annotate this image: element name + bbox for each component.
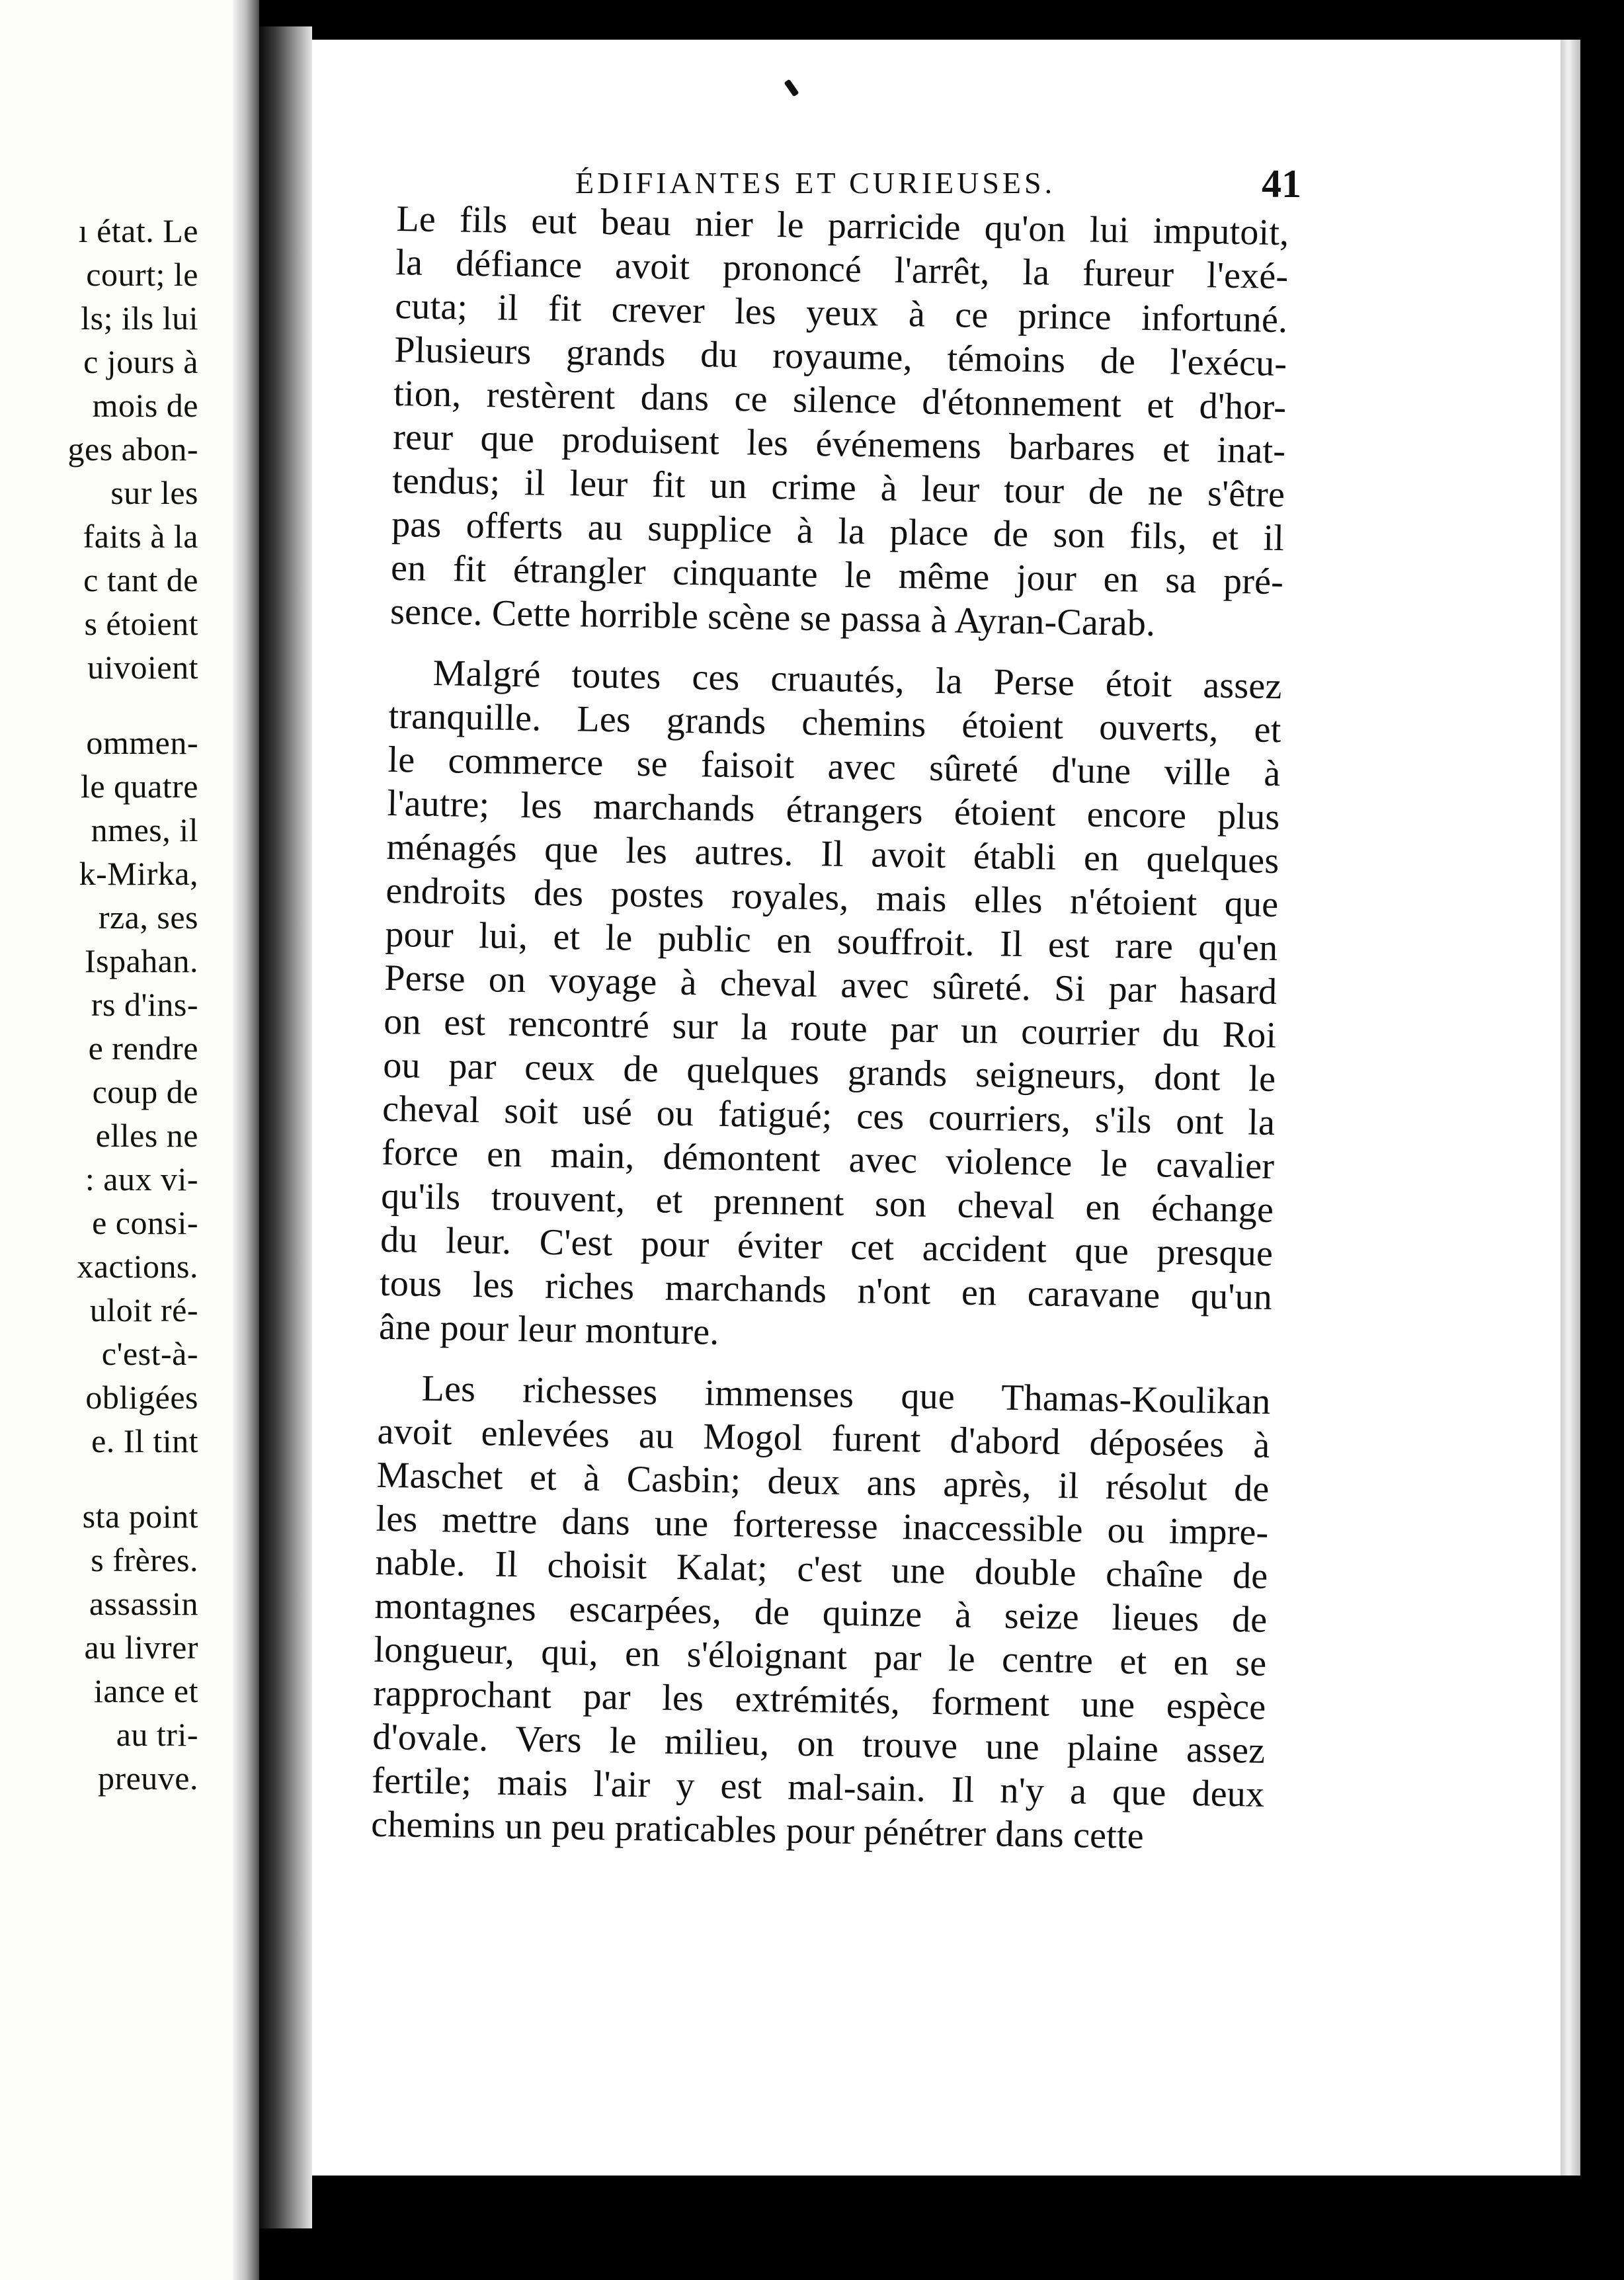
- left-page-line: k-Mirka,: [79, 855, 198, 892]
- text-line: tous les riches marchands n'ont en caravane qu'un: [379, 1262, 1273, 1318]
- text-line: endroits des postes royales, mais elles n'étoient que: [386, 870, 1279, 926]
- text-line: tion, restèrent dans ce silence d'étonnement et d'hor-: [393, 372, 1287, 428]
- text-line: longueur, qui, en s'éloignant par le centre et en se: [374, 1629, 1267, 1684]
- text-line: la défiance avoit prononcé l'arrêt, la fureur l'exé-: [395, 241, 1289, 298]
- text-line: rapprochant par les extrémités, forment une espèce: [372, 1672, 1266, 1728]
- text-line: les mettre dans une forteresse inaccessible ou impre-: [376, 1498, 1269, 1553]
- left-page-line: s étoient: [84, 605, 198, 642]
- body-text: [371, 197, 1289, 1860]
- text-line: d'ovale. Vers le milieu, on trouve une plaine assez: [372, 1716, 1266, 1771]
- left-page-line: preuve.: [97, 1760, 198, 1797]
- left-page-line: c tant de: [83, 561, 198, 598]
- text-line: âne pour leur monture.: [378, 1306, 720, 1353]
- text-line: reur que produisent les événemens barbares et inat-: [392, 416, 1286, 472]
- left-page-line: e rendre: [88, 1030, 198, 1067]
- left-page-gutter-shadow: [233, 0, 259, 2280]
- left-page-line: le quatre: [80, 768, 198, 805]
- left-page-line: nmes, il: [91, 811, 198, 848]
- paragraph: [390, 197, 1289, 647]
- left-page-line: iance et: [93, 1672, 198, 1709]
- paragraph: [379, 651, 1282, 1363]
- text-line: Le fils eut beau nier le parricide qu'on lui imputoit,: [395, 198, 1289, 254]
- text-line: Les richesses immenses que Thamas-Koulikan: [421, 1367, 1272, 1422]
- left-page-line: e. Il tint: [91, 1422, 198, 1459]
- left-page-line: sta point: [82, 1498, 198, 1535]
- paragraph: [371, 1366, 1271, 1860]
- text-line: ou par ceux de quelques grands seigneurs, dont le: [382, 1044, 1276, 1100]
- book-spine-shadow: [259, 26, 312, 2228]
- left-page-line: Ispahan.: [85, 942, 198, 979]
- text-line: le commerce se faisoit avec sûreté d'une ville à: [387, 739, 1281, 795]
- text-line: Perse on voyage à cheval avec sûreté. Si par hasard: [384, 957, 1278, 1013]
- left-page-line: s frères.: [91, 1541, 198, 1578]
- left-page-line: elles ne: [95, 1117, 198, 1154]
- left-page-line: : aux vi-: [85, 1160, 198, 1198]
- text-line: tendus; il leur fit un crime à leur tour de ne s'être: [391, 460, 1285, 516]
- left-page-line: [0, 689, 198, 721]
- text-line: pas offerts au supplice à la place de son fils, et il: [391, 503, 1285, 559]
- text-line: cheval soit usé ou fatigué; ces courriers, s'ils ont la: [382, 1088, 1276, 1144]
- text-line: l'autre; les marchands étrangers étoient encore plus: [387, 782, 1280, 838]
- text-line: ménagés que les autres. Il avoit établi en quelques: [386, 826, 1279, 882]
- text-line: nable. Il choisit Kalat; c'est une double chaîne de: [375, 1541, 1268, 1597]
- left-page-line: assassin: [89, 1585, 198, 1622]
- left-page-line: ı état. Le: [78, 212, 198, 249]
- text-line: montagnes escarpées, de quinze à seize lieues de: [374, 1585, 1268, 1641]
- left-page-line: rs d'ins-: [91, 986, 198, 1023]
- left-page-line: obligées: [85, 1379, 198, 1416]
- left-page-line: c'est-à-: [101, 1335, 198, 1372]
- left-page-line: uivoient: [87, 649, 198, 686]
- left-page-line: au tri-: [116, 1716, 198, 1753]
- left-page-line: mois de: [92, 387, 198, 424]
- left-page-line: au livrer: [84, 1629, 198, 1666]
- text-line: Plusieurs grands du royaume, témoins de l'exécu-: [393, 329, 1287, 385]
- text-line: sence. Cette horrible scène se passa à Ayran-Carab.: [389, 590, 1156, 645]
- text-line: Maschet et à Casbin; deux ans après, il résolut de: [376, 1454, 1270, 1510]
- text-line: on est rencontré sur la route par un courrier du Roi: [383, 1000, 1277, 1057]
- text-line: Malgré toutes ces cruautés, la Perse étoit assez: [432, 652, 1283, 708]
- text-line: fertile; mais l'air y est mal-sain. Il n'y a que deux: [371, 1760, 1265, 1815]
- left-page-line: [0, 1463, 198, 1494]
- text-line: cuta; il fit crever les yeux à ce prince infortuné.: [394, 285, 1288, 341]
- text-line: tranquille. Les grands chemins étoient ouverts, et: [388, 695, 1281, 751]
- left-page-line: ommen-: [86, 724, 198, 761]
- right-page-edge: [1561, 40, 1580, 2176]
- left-page-line: faits à la: [83, 518, 198, 555]
- text-line: avoit enlevées au Mogol furent d'abord déposées à: [377, 1410, 1270, 1466]
- text-line: du leur. C'est pour éviter cet accident que presque: [380, 1219, 1274, 1275]
- text-line: en fit étrangler cinquante le même jour en sa pré-: [390, 547, 1284, 603]
- text-line: pour lui, et le public en souffroit. Il est rare qu'en: [384, 913, 1278, 969]
- text-line: force en main, démontent avec violence le cavalier: [381, 1131, 1275, 1188]
- text-line: chemins un peu praticables pour pénétrer dans cette: [370, 1803, 1145, 1857]
- left-page-line: xactions.: [77, 1248, 198, 1285]
- left-page-line: rza, ses: [98, 899, 198, 936]
- page-number: 41: [1262, 162, 1301, 206]
- running-head: ÉDIFIANTES ET CURIEUSES.: [575, 166, 1056, 200]
- left-page-line: court; le: [86, 256, 198, 293]
- left-page: [0, 0, 259, 2280]
- left-page-line: e consi-: [92, 1204, 198, 1241]
- left-page-line: coup de: [92, 1073, 198, 1110]
- left-page-line: ges abon-: [67, 430, 198, 468]
- text-line: qu'ils trouvent, et prennent son cheval en échange: [380, 1175, 1274, 1231]
- left-page-line: sur les: [110, 474, 198, 511]
- left-page-text: [0, 209, 198, 1800]
- left-page-line: c jours à: [83, 343, 198, 380]
- left-page-line: ls; ils lui: [81, 300, 198, 337]
- left-page-line: uloit ré-: [89, 1291, 198, 1328]
